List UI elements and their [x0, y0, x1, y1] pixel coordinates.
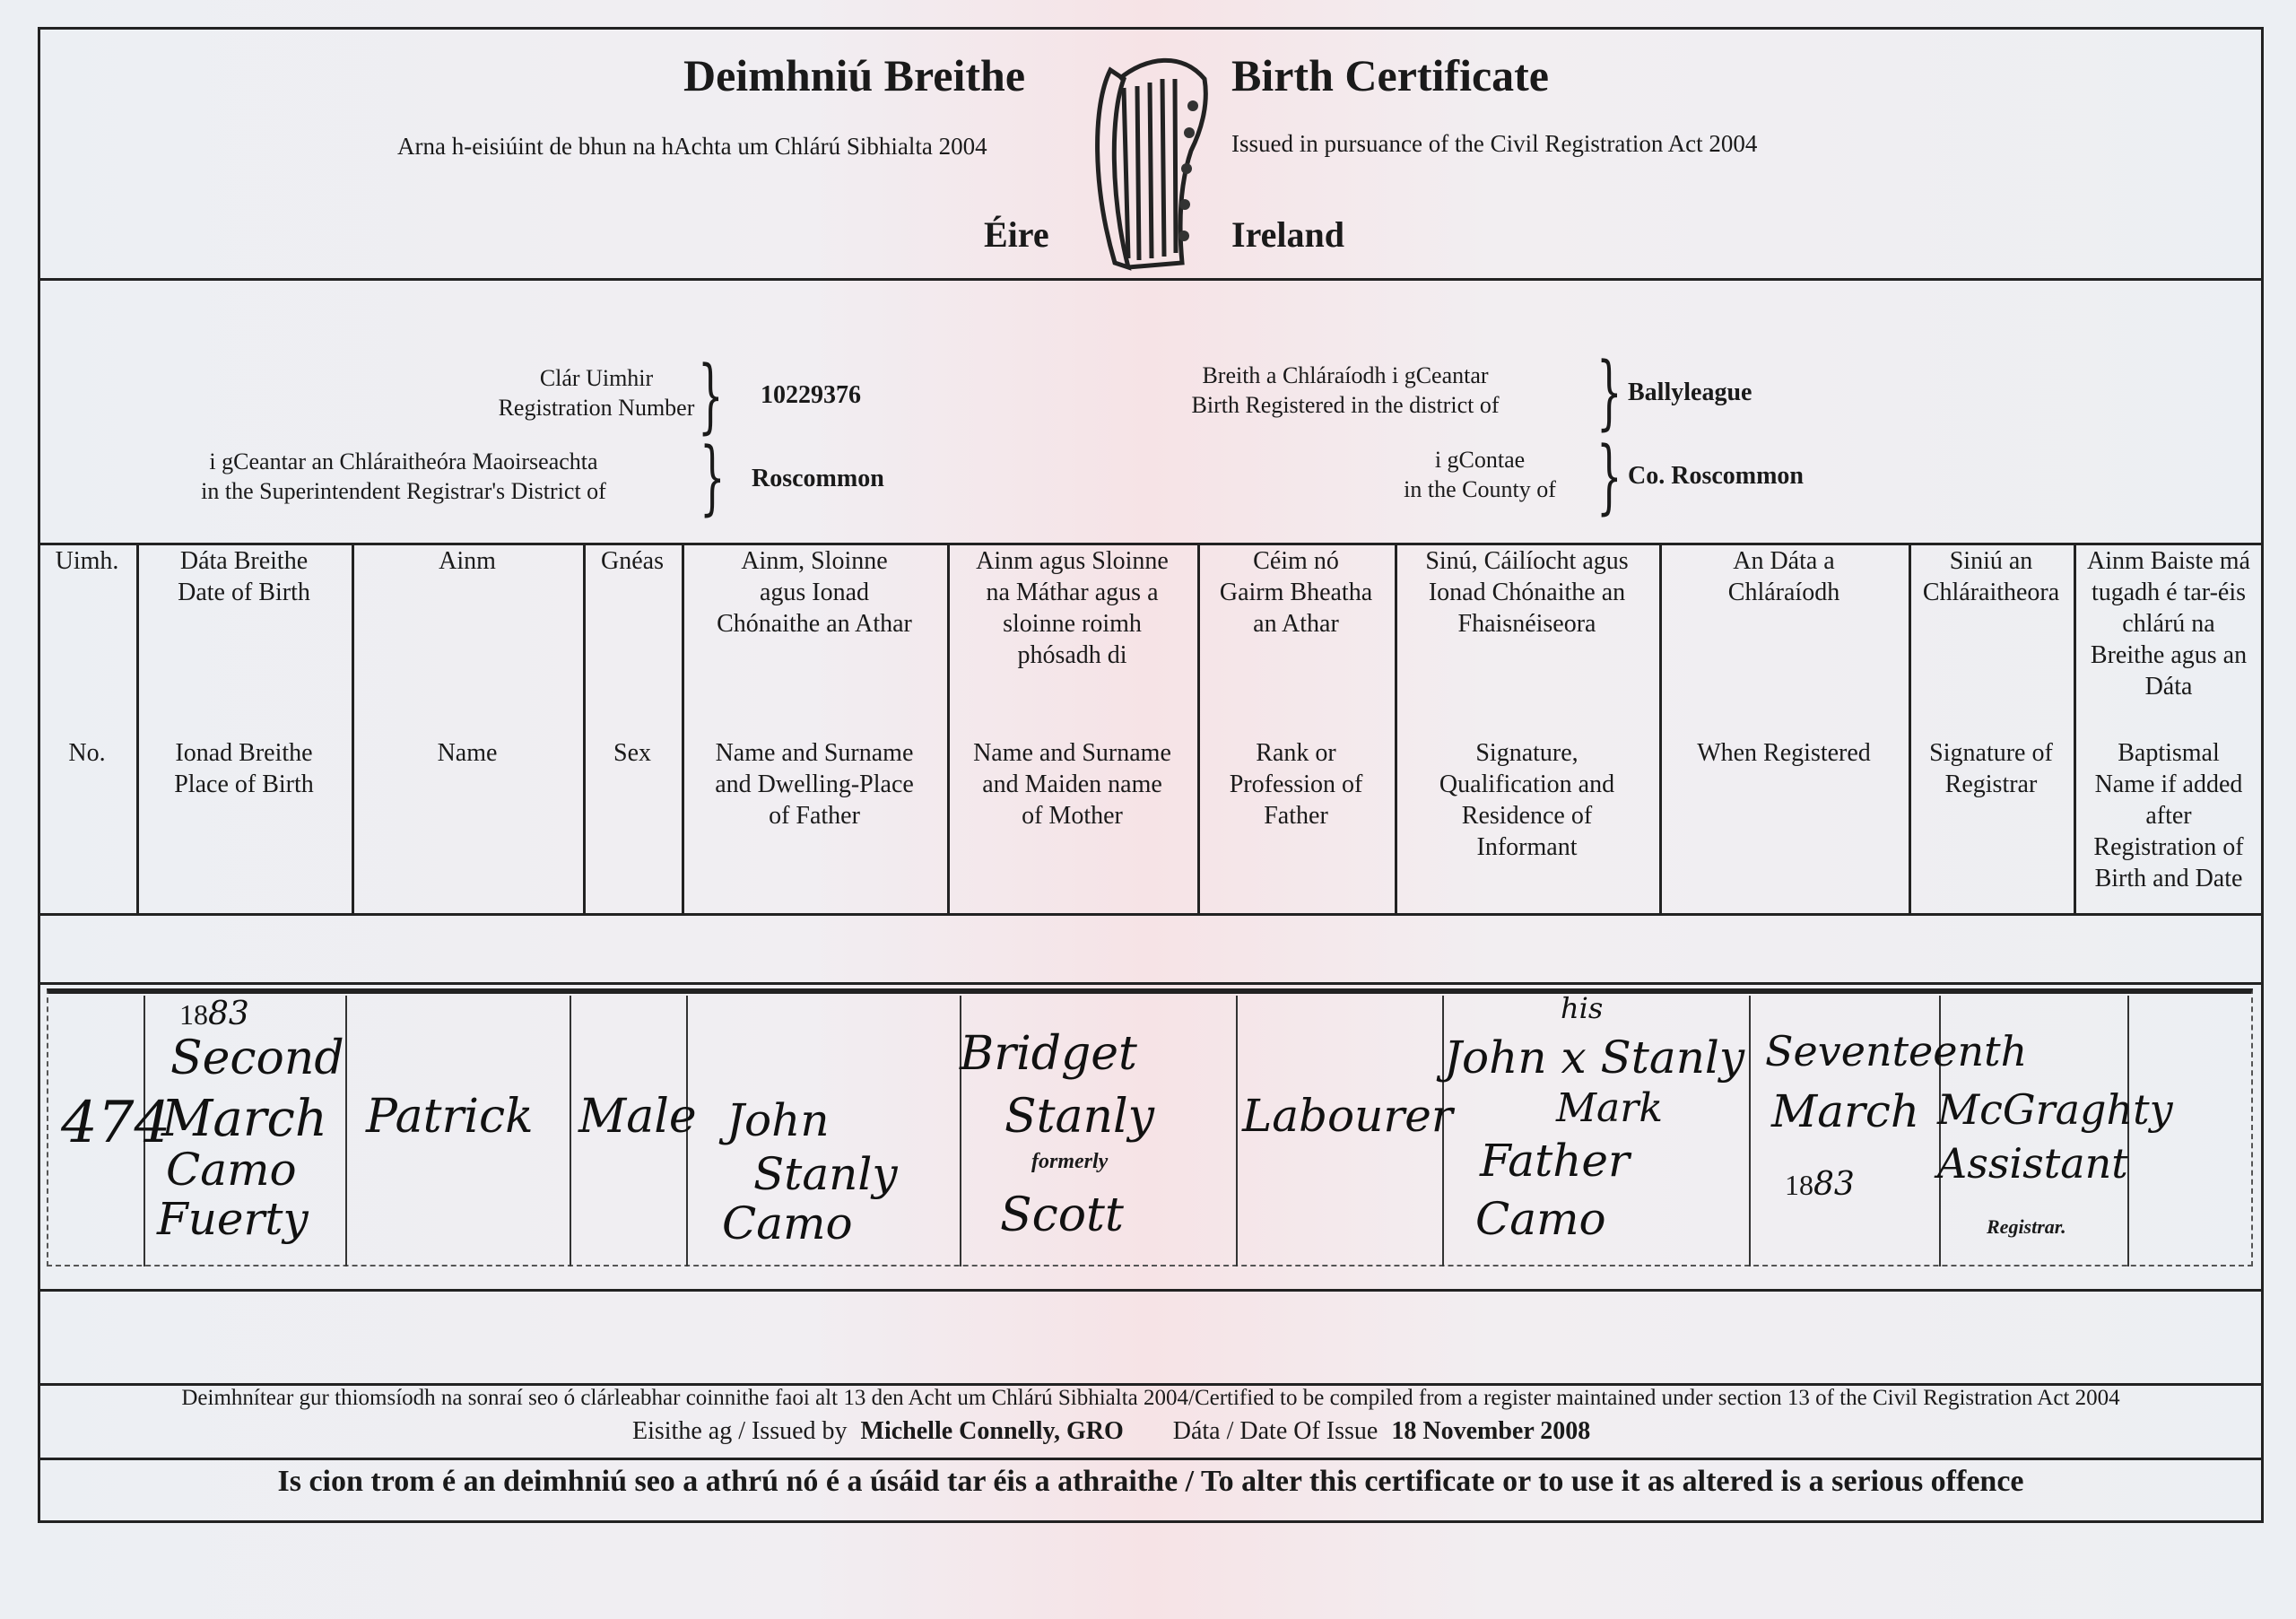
harp-emblem-icon [1074, 52, 1218, 276]
country-irish: Éire [984, 214, 1049, 255]
reg-number-label-english: Registration Number [498, 395, 695, 421]
issue-line [632, 1417, 1590, 1446]
superintendent-label [161, 447, 646, 506]
header-column-divider [1659, 543, 1662, 913]
district-label-irish: Breith a Chláraíodh i gCeantar [1202, 362, 1489, 388]
header-column-divider [1909, 543, 1911, 913]
superintendent-label-english: in the Superintendent Registrar's District of [201, 478, 606, 504]
header-column-divider [1395, 543, 1397, 913]
registrar-signature: McGraghty [1937, 1085, 2173, 1134]
title-irish: Deimhniú Breithe [683, 50, 1026, 100]
header-column-divider [352, 543, 354, 913]
column-header-irish-sex: Gnéas [601, 547, 664, 575]
country-english: Ireland [1231, 214, 1344, 255]
registered-year-handwritten: 83 [1813, 1166, 1855, 1203]
column-header-english-date-of-birth: Ionad Breithe Place of Birth [174, 739, 314, 798]
subtitle-irish: Arna h-eisiúint de bhun na hAchta um Chlárú Sibhialta 2004 [397, 133, 987, 160]
column-header-english-father-profession: Rank or Profession of Father [1229, 739, 1363, 830]
column-header-irish-baptismal-name: Ainm Baiste má tugadh é tar-éis chlárú na Breithe agus an Dáta [2087, 547, 2250, 701]
birth-year-handwritten: 83 [208, 996, 249, 1032]
column-header-irish-registrar-signature: Siniú an Chláraitheora [1922, 547, 2060, 606]
birth-month: March [161, 1090, 327, 1148]
header-bottom-border [38, 913, 2264, 916]
column-header-english-registrar-signature: Signature of Registrar [1929, 739, 2053, 798]
informant-residence: Camo [1475, 1193, 1606, 1245]
reg-number-value: 10229376 [761, 381, 861, 409]
column-header-english-name: Name [437, 739, 498, 767]
column-header-irish-number: Uimh. [55, 547, 119, 575]
district-value: Ballyleague [1628, 379, 1752, 406]
column-header-irish-date-of-birth: Dáta Breithe Date of Birth [178, 547, 310, 606]
mother-name: Bridget [960, 1027, 1137, 1081]
column-header-english-number: No. [68, 739, 106, 767]
column-header-english-father: Name and Surname and Dwelling-Place of Father [715, 739, 914, 830]
registered-day: Seventeenth [1765, 1027, 2028, 1075]
registered-year-printed: 18 [1785, 1169, 1813, 1201]
county-value: Co. Roscommon [1628, 462, 1804, 490]
header-divider [38, 278, 2264, 281]
entry-bottom-border [38, 1289, 2264, 1292]
column-header-irish-father-profession: Céim nó Gairm Bheatha an Athar [1219, 547, 1373, 638]
header-column-divider [2074, 543, 2076, 913]
county-label-irish: i gContae [1434, 447, 1526, 473]
title-english: Birth Certificate [1231, 50, 1550, 100]
entry-column-divider [1749, 996, 1751, 1266]
column-header-irish-mother: Ainm agus Sloinne na Máthar agus a sloinne roimh phósadh di [976, 547, 1169, 669]
entry-column-divider [345, 996, 347, 1266]
reg-number-label [484, 363, 709, 422]
birth-year-printed: 18 [179, 998, 208, 1031]
subtitle-english: Issued in pursuance of the Civil Registration Act 2004 [1231, 130, 1758, 157]
column-header-english-sex: Sex [613, 739, 651, 767]
county-label [1372, 445, 1587, 504]
mother-surname: Stanly [1004, 1090, 1155, 1144]
child-name: Patrick [366, 1090, 534, 1144]
header-column-divider [136, 543, 139, 913]
brace-icon: } [698, 349, 724, 443]
entry-top-border [38, 982, 2264, 985]
header-column-divider [947, 543, 950, 913]
reg-number-label-irish: Clár Uimhir [539, 365, 654, 391]
district-label-english: Birth Registered in the district of [1191, 392, 1500, 418]
mother-maiden-name: Scott [1000, 1188, 1124, 1242]
birth-place-2: Fuerty [157, 1193, 309, 1245]
date-of-issue-value: 18 November 2008 [1391, 1417, 1591, 1445]
registered-year [1785, 1166, 1855, 1203]
issued-by-value: Michelle Connelly, GRO [860, 1417, 1124, 1445]
birth-year [179, 996, 249, 1032]
father-profession: Labourer [1242, 1090, 1453, 1142]
column-header-irish-when-registered: An Dáta a Chláraíodh [1727, 547, 1840, 606]
brace-icon: } [1596, 345, 1622, 440]
entry-column-divider [1236, 996, 1238, 1266]
footer-divider [38, 1458, 2264, 1460]
entry-number: 474 [61, 1090, 171, 1156]
brace-icon: } [700, 431, 726, 525]
column-header-english-informant: Signature, Qualification and Residence of Informant [1439, 739, 1615, 861]
father-surname: Stanly [753, 1148, 898, 1200]
header-column-divider [1197, 543, 1200, 913]
entry-column-divider [570, 996, 571, 1266]
certification-statement: Deimhnítear gur thiomsíodh na sonraí seo ó clárleabhar coinnithe faoi alt 13 den Acht um Chlárú Sibhialta 2004/Certified to be compiled from a register maintained under section 13 of the Civil Registration Act 2004 [181, 1386, 2120, 1410]
column-header-irish-informant: Sinú, Cáilíocht agus Ionad Chónaithe an Fhaisnéiseora [1425, 547, 1629, 638]
informant-mark: Mark [1556, 1085, 1663, 1131]
informant-qualification: Father [1480, 1135, 1630, 1187]
county-label-english: in the County of [1404, 476, 1556, 502]
date-of-issue-label: Dáta / Date Of Issue [1172, 1417, 1378, 1445]
birth-day: Second [170, 1031, 344, 1085]
column-header-irish-name: Ainm [439, 547, 496, 575]
father-residence: Camo [722, 1197, 853, 1249]
column-header-english-baptismal-name: Baptismal Name if added after Registration of Birth and Date [2093, 739, 2244, 892]
header-column-divider [682, 543, 684, 913]
superintendent-label-irish: i gCeantar an Chláraitheóra Maoirseachta [209, 448, 598, 474]
informant-his: his [1561, 991, 1604, 1025]
father-name: John [726, 1094, 830, 1146]
registrar-printed-label: Registrar. [1987, 1215, 2066, 1238]
registered-month: March [1771, 1085, 1920, 1137]
informant-name: John x Stanly [1444, 1031, 1745, 1084]
column-header-english-when-registered: When Registered [1697, 739, 1871, 767]
column-header-english-mother: Name and Surname and Maiden name of Mother [973, 739, 1171, 830]
registrar-title: Assistant [1937, 1139, 2128, 1188]
brace-icon: } [1596, 430, 1622, 524]
district-label [1130, 361, 1561, 420]
column-header-irish-father: Ainm, Sloinne agus Ionad Chónaithe an Athar [717, 547, 912, 638]
issued-by-label: Eisithe ag / Issued by [632, 1417, 848, 1445]
birth-place-1: Camo [166, 1144, 297, 1196]
child-sex: Male [578, 1090, 697, 1144]
header-column-divider [583, 543, 586, 913]
warning-notice: Is cion trom é an deimhniú seo a athrú nó é a úsáid tar éis a athraithe / To alter this certificate or to use it as altered is a serious offence [277, 1465, 2024, 1498]
mother-formerly: formerly [1031, 1150, 1109, 1173]
superintendent-value: Roscommon [752, 465, 884, 492]
